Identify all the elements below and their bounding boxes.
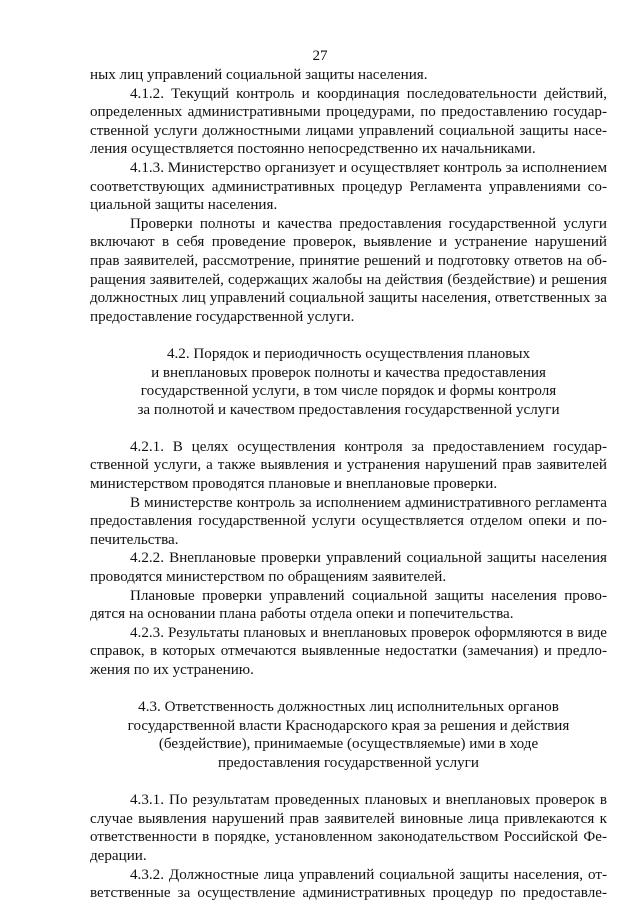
spacer xyxy=(90,326,607,345)
text-line: ления осуществляется постоянно непосредственно их начальниками. xyxy=(90,141,536,158)
paragraph-inspections xyxy=(90,215,607,327)
paragraph-continuation xyxy=(90,66,607,85)
text-line: ственной услуги должностными лицами управлений социальной защиты насе- xyxy=(90,122,607,139)
text-line: проводятся министерством по обращениям заявителей. xyxy=(90,569,447,586)
paragraph-4-1-3 xyxy=(90,159,607,215)
paragraph-4-2-2 xyxy=(90,549,607,586)
text-line: ных лиц управлений социальной защиты населения. xyxy=(90,67,428,83)
heading-line: предоставления государственной услуги xyxy=(218,754,479,771)
text-line: циальной защиты населения. xyxy=(90,197,278,214)
text-line: ветственные за осуществление административных процедур по предоставле- xyxy=(90,885,607,902)
heading-line: и внеплановых проверок полноты и качества предоставления xyxy=(151,364,546,381)
paragraph-4-3-1 xyxy=(90,791,607,865)
heading-line: государственной услуги, в том числе порядок и формы контроля xyxy=(140,383,557,400)
text-line: определенных административными процедурами, по предоставлению государ- xyxy=(90,104,607,121)
text-line: Плановые проверки управлений социальной защиты населения прово- xyxy=(130,587,607,604)
text-line: прав заявителей, рассмотрение, принятие решений и подготовку ответов на об- xyxy=(90,252,607,269)
spacer xyxy=(90,773,607,792)
text-line: 4.2.1. В целях осуществления контроля за предоставлением государ- xyxy=(130,438,607,455)
text-line: включают в себя проведение проверок, выявление и устранение нарушений xyxy=(90,234,607,251)
text-line: В министерстве контроль за исполнением административного регламента xyxy=(130,494,607,511)
text-line: 4.1.3. Министерство организует и осуществляет контроль за исполнением xyxy=(130,159,607,176)
text-line: 4.1.2. Текущий контроль и координация последовательности действий, xyxy=(130,85,607,102)
heading-line: за полнотой и качеством предоставления государственной услуги xyxy=(137,401,560,418)
text-line: должностных лиц управлений социальной защиты населения, ответственных за xyxy=(90,290,607,307)
text-line: 4.3.2. Должностные лица управлений социальной защиты населения, от- xyxy=(130,866,607,883)
spacer xyxy=(90,680,607,699)
text-line: 4.2.3. Результаты плановых и внеплановых проверок оформляются в виде xyxy=(130,624,607,641)
paragraph-4-3-2 xyxy=(90,866,607,903)
spacer xyxy=(90,419,607,438)
text-line: дятся на основании плана работы отдела опеки и попечительства. xyxy=(90,606,514,623)
paragraph-4-1-2 xyxy=(90,85,607,159)
text-line: случае выявления нарушений прав заявителей виновные лица привлекаются к xyxy=(90,810,607,827)
section-heading-4-3 xyxy=(90,698,607,772)
text-line: Проверки полноты и качества предоставления государственной услуги xyxy=(130,215,607,232)
text-line: ращения заявителей, содержащих жалобы на действия (бездействие) и решения xyxy=(90,271,607,288)
heading-line: (бездействие), принимаемые (осуществляемые) ими в ходе xyxy=(158,736,539,753)
text-line: 4.3.1. По результатам проведенных плановых и внеплановых проверок в xyxy=(130,792,607,809)
heading-line: 4.3. Ответственность должностных лиц исполнительных органов xyxy=(138,699,559,716)
text-line: жения по их устранению. xyxy=(90,662,254,678)
section-heading-4-2 xyxy=(90,345,607,419)
text-line: 4.2.2. Внеплановые проверки управлений социальной защиты населения xyxy=(130,550,607,567)
heading-line: 4.2. Порядок и периодичность осуществления плановых xyxy=(166,345,531,362)
text-line: ственной услуги, а также выявления и устранения нарушений прав заявителей xyxy=(90,457,607,474)
text-line: ответственности в порядке, установленном законодательством Российской Фе- xyxy=(90,829,607,846)
text-line: предоставление государственной услуги. xyxy=(90,308,355,325)
paragraph-planned-inspections xyxy=(90,587,607,624)
paragraph-4-2-1 xyxy=(90,438,607,494)
paragraph-ministry-control xyxy=(90,494,607,550)
text-line: министерством проводятся плановые и внеплановые проверки. xyxy=(90,476,498,493)
document-body xyxy=(90,66,607,903)
text-line: соответствующих административных процедур Регламента управлениями со- xyxy=(90,178,607,195)
paragraph-4-2-3 xyxy=(90,624,607,680)
text-line: дерации. xyxy=(90,847,147,864)
text-line: предоставления государственной услуги осуществляется отделом опеки и по- xyxy=(90,513,607,530)
page-number: 27 xyxy=(312,48,328,64)
text-line: справок, в которых отмечаются выявленные недостатки (замечания) и предло- xyxy=(90,643,607,660)
heading-line: государственной власти Краснодарского края за решения и действия xyxy=(127,717,570,734)
text-line: печительства. xyxy=(90,531,179,548)
